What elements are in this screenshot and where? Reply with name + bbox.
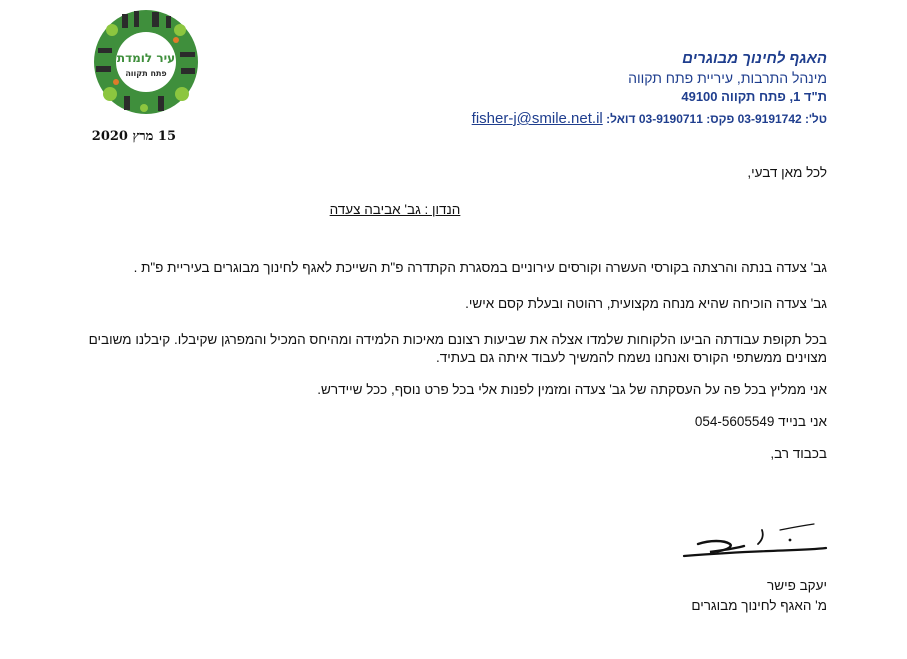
- svg-text:עיר לומדת: עיר לומדת: [116, 51, 176, 65]
- closing: בכבוד רב,: [770, 446, 827, 461]
- signer-name: יעקב פישר: [767, 578, 827, 593]
- administration-line: מינהל התרבות, עיריית פתח תקווה: [628, 70, 827, 86]
- letterhead: [472, 49, 827, 130]
- greeting: לכל מאן דבעי,: [747, 165, 827, 180]
- letter-date: 15 מרץ 2020: [91, 129, 176, 144]
- city-logo: [92, 8, 200, 116]
- email-link[interactable]: fisher-j@smile.net.il: [471, 110, 603, 127]
- signer-block: [691, 576, 827, 616]
- learning-city-emblem-icon: [92, 8, 200, 116]
- paragraph-4: אני ממליץ בכל פה על העסקתה של גב' צעדה ומזמין לפנות אלי בכל פרט נוסף, ככל שיידרש.: [317, 382, 827, 397]
- signature: [680, 518, 830, 564]
- letter-body: [83, 164, 827, 463]
- svg-text:פתח תקווה: פתח תקווה: [125, 69, 167, 78]
- paragraph-1: גב' צעדה בנתה והרצתה בקורסי העשרה וקורסים עירוניים במסגרת הקתדרה פ"ת השייכת לאגף לחינוך מבוגרים בעיריית פ"ת .: [133, 260, 827, 275]
- contact-line: [472, 108, 827, 130]
- paragraph-3: בכל תקופת עבודתה הביעו הלקוחות שלמדו אצלה את שביעות רצונם מאיכות הלמידה ומהיחס המכיל והמפרגן שקיבלו. קיבלנו משובים מצוינים ממשתפי הקורס ואנחנו נשמח להמשיך לעבוד איתה גם בעתיד.: [88, 332, 827, 365]
- subject-line: הנדון : גב' אביבה צעדה: [329, 202, 461, 217]
- paragraph-2: גב' צעדה הוכיחה שהיא מנחה מקצועית, רהוטה ובעלת קסם אישי.: [465, 296, 827, 311]
- department-name: האגף לחינוך מבוגרים: [682, 50, 827, 67]
- phone-line: אני בנייד 054-5605549: [694, 414, 827, 429]
- signer-title: מ' האגף לחינוך מבוגרים: [691, 598, 827, 613]
- address-line: ת"ד 1, פתח תקווה 49100: [681, 89, 827, 104]
- contact-prefix: טל': 03-9191742 פקס: 03-9190711 דואל:: [606, 112, 827, 126]
- handwritten-signature-icon: [680, 518, 830, 564]
